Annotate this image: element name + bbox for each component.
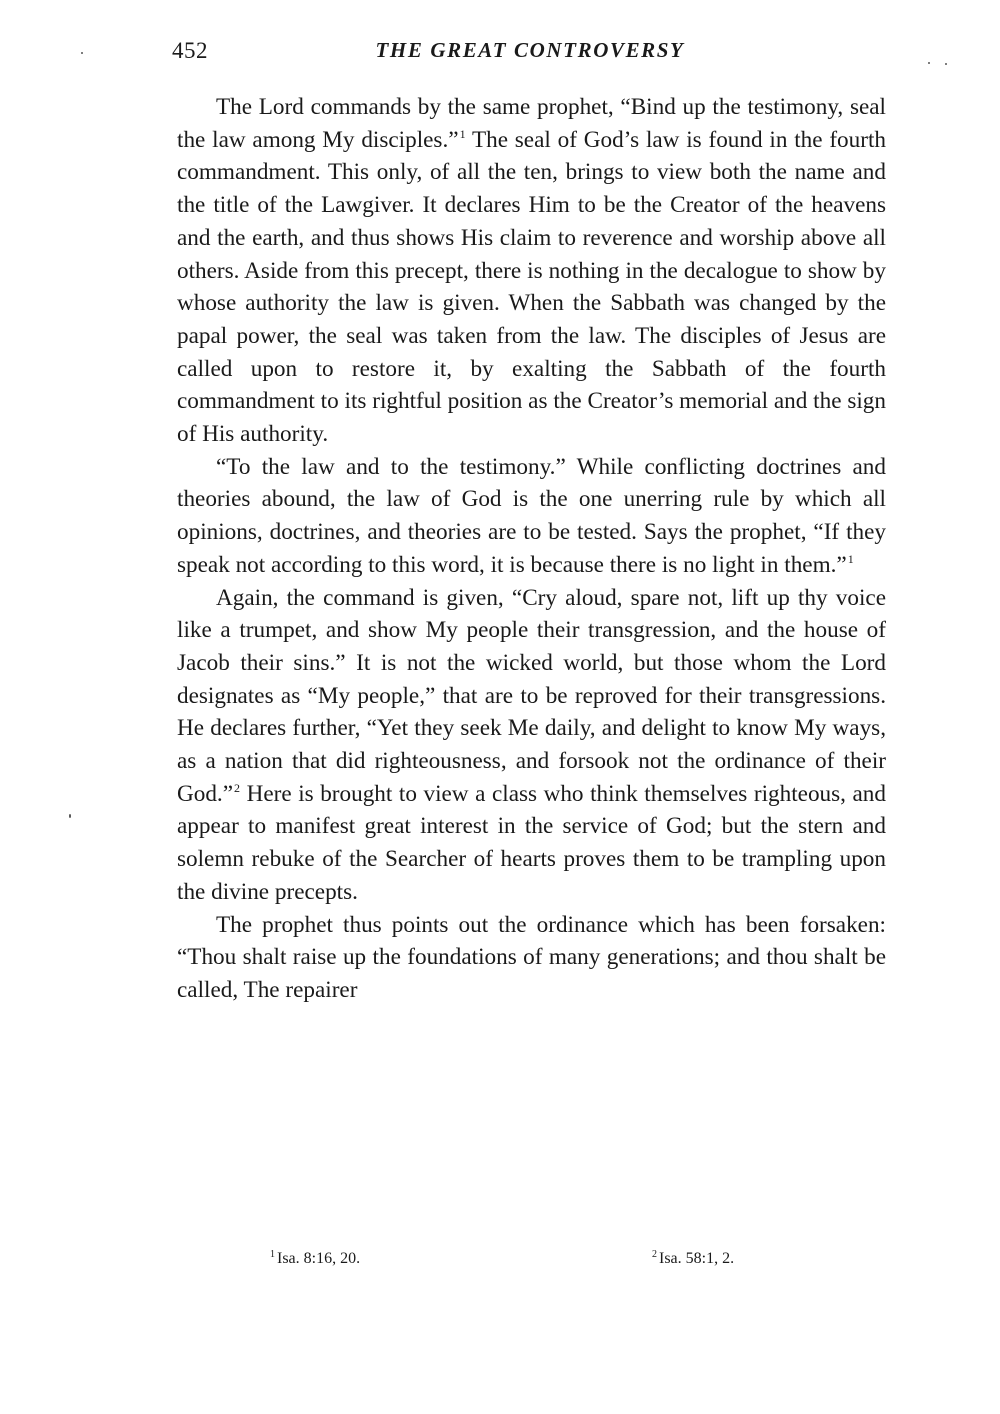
footnote-text: Isa. 58:1, 2. <box>659 1250 735 1267</box>
page-header <box>172 38 888 72</box>
running-title: THE GREAT CONTROVERSY <box>375 38 685 62</box>
paragraph <box>177 91 886 451</box>
footnote-marker: 1 <box>270 1249 275 1260</box>
footnote-marker: 2 <box>652 1249 657 1260</box>
paragraph-text: The seal of God’s law is found in the fourth commandment. This only, of all the ten, brings to view both the name and the title of the Lawgiver. It declares Him to be the Creator of the heavens and the earth, and thus shows His claim to reverence and worship above all others. Aside from this precept, there is nothing in the decalogue to show by whose authority the law is given. When the Sabbath was changed by the papal power, the seal was taken from the law. The disciples of Jesus are called upon to restore it, by exalting the Sabbath of the fourth commandment to its rightful position as the Creator’s memorial and the sign of His authority. <box>177 126 886 448</box>
footnote-reference: 1 <box>847 551 854 566</box>
paragraph <box>177 582 886 909</box>
footnotes <box>270 1249 830 1273</box>
paragraph-text: Again, the command is given, “Cry aloud, spare not, lift up thy voice like a trumpet, and show My people their transgression, and the house of Jacob their sins.” It is not the wicked world, but those whom the Lord designates as “My people,” that are to be reproved for their transgressions. He declares further, “Yet they seek Me daily, and delight to know My ways, as a nation that did righteousness, and forsook not the ordinance of their God.” <box>177 584 886 807</box>
paragraph-text: The Lord commands by the same prophet, “Bind up the testimony, seal the law among My disciples.” <box>177 94 886 153</box>
paragraph <box>177 909 886 1007</box>
body-text <box>177 91 886 1007</box>
scan-speck <box>69 814 71 818</box>
footnote-text: Isa. 8:16, 20. <box>277 1250 361 1267</box>
footnote-2 <box>652 1249 734 1268</box>
paragraph-text: The prophet thus points out the ordinance which has been forsaken: “Thou shalt raise up the foundations of many generations; and thou shalt be called, The repairer <box>177 911 886 1003</box>
scan-speck <box>81 52 83 54</box>
paragraph-text: Here is brought to view a class who think themselves righteous, and appear to manifest great interest in the service of God; but the stern and solemn rebuke of the Searcher of hearts proves them to be trampling upon the divine precepts. <box>177 780 886 905</box>
scan-speck <box>945 63 947 65</box>
scan-speck <box>928 62 930 64</box>
footnote-1 <box>270 1249 360 1268</box>
paragraph <box>177 451 886 582</box>
footnote-reference: 1 <box>459 126 466 141</box>
page-number: 452 <box>172 38 208 63</box>
paragraph-text: “To the law and to the testimony.” While conflicting doctrines and theories abound, the law of God is the one unerring rule by which all opinions, doctrines, and theories are to be tested. Says the prophet, “If they speak not according to this word, it is because there is no light in them.” <box>177 453 886 578</box>
footnote-reference: 2 <box>234 780 241 795</box>
